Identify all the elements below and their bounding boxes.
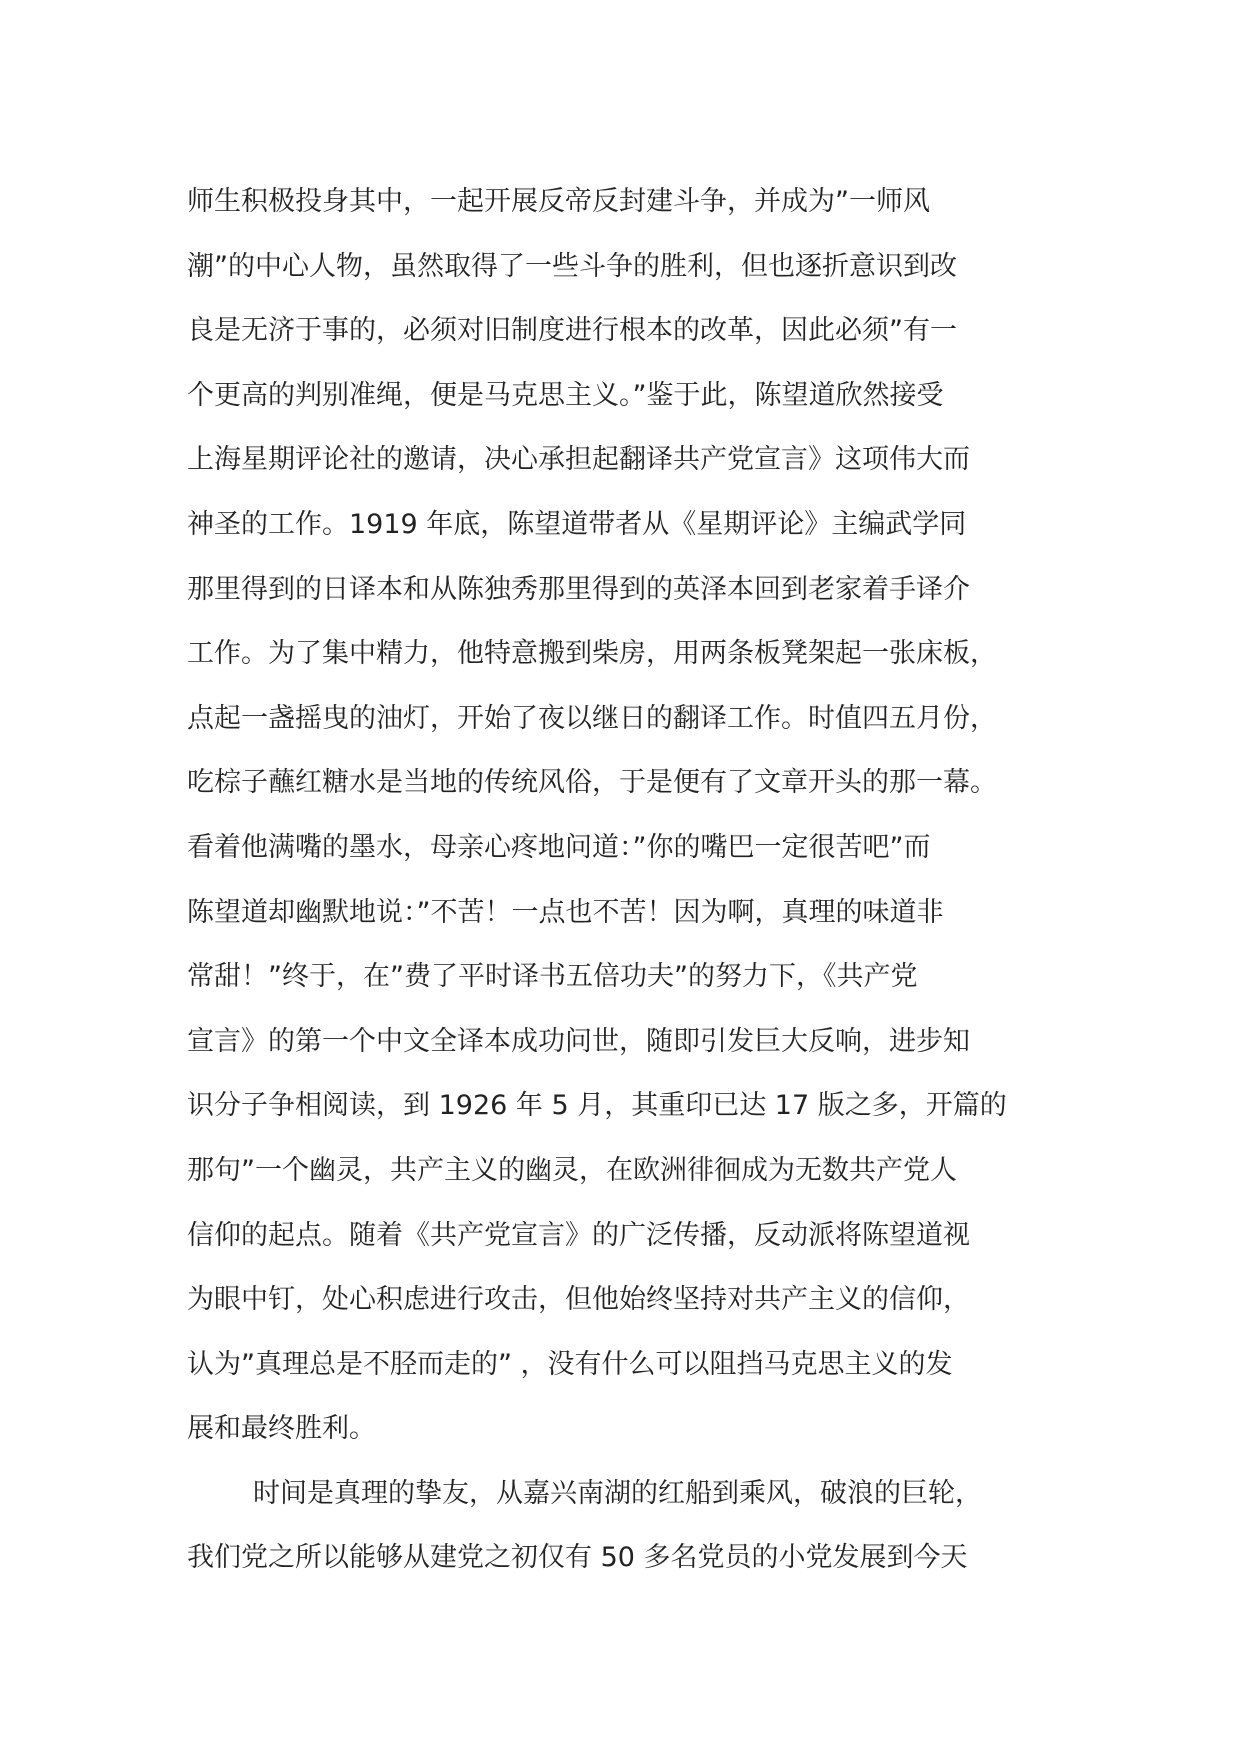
text-line: 陈望道却幽默地说：”不苦！一点也不苦！因为啊，真理的味道非 xyxy=(187,896,944,928)
paragraph xyxy=(187,1462,1057,1591)
body-text xyxy=(187,170,1057,1591)
paragraph xyxy=(187,170,1057,1462)
text-line: 信仰的起点。随着《共产党宣言》的广泛传播，反动派将陈望道视 xyxy=(187,1219,970,1251)
text-line: 常甜！”终于，在”费了平时译书五倍功夫”的努力下，《共产党 xyxy=(187,961,918,993)
text-line: 潮”的中心人物，虽然取得了一些斗争的胜利，但也逐折意识到改 xyxy=(187,250,957,282)
text-line: 上海星期评论社的邀请，决心承担起翻译共产党宣言》这项伟大而 xyxy=(187,444,970,476)
text-line: 宣言》的第一个中文全译本成功问世，随即引发巨大反响，进步知 xyxy=(187,1025,970,1057)
text-line: 那句”一个幽灵，共产主义的幽灵，在欧洲徘徊成为无数共产党人 xyxy=(187,1154,957,1186)
text-line: 那里得到的日译本和从陈独秀那里得到的英泽本回到老家着手译介 xyxy=(187,573,970,605)
text-line: 师生积极投身其中，一起开展反帝反封建斗争，并成为”一师风 xyxy=(187,186,930,217)
text-line: 工作。为了集中精力，他特意搬到柴房，用两条板凳架起一张床板， xyxy=(187,638,997,670)
text-line: 个更高的判别准绳，便是马克思主义。”鉴于此，陈望道欣然接受 xyxy=(187,379,944,411)
text-line: 我们党之所以能够从建党之初仅有 50 多名党员的小党发展到今天 xyxy=(187,1542,968,1574)
text-line: 看着他满嘴的墨水，母亲心疼地问道：”你的嘴巴一定很苦吧”而 xyxy=(187,831,931,863)
text-line: 识分子争相阅读，到 1926 年 5 月，其重印已达 17 版之多，开篇的 xyxy=(187,1090,1007,1122)
text-line: 时间是真理的挚友，从嘉兴南湖的红船到乘风，破浪的巨轮， xyxy=(253,1477,982,1509)
text-line: 良是无济于事的，必须对旧制度进行根本的改革，因此必须”有一 xyxy=(187,315,957,347)
text-line: 神圣的工作。1919 年底，陈望道带者从《星期评论》主编武学同 xyxy=(187,508,967,540)
text-line: 为眼中钉，处心积虑进行攻击，但他始终坚持对共产主义的信仰， xyxy=(187,1284,970,1316)
text-line: 吃棕子蘸红糖水是当地的传统风俗，于是便有了文章开头的那一幕。 xyxy=(187,767,997,799)
text-line: 展和最终胜利。 xyxy=(187,1413,376,1445)
text-line: 点起一盏摇曳的油灯，开始了夜以继日的翻译工作。时值四五月份， xyxy=(187,702,997,734)
text-line: 认为”真理总是不胫而走的” ，没有什么可以阻挡马克思主义的发 xyxy=(187,1348,953,1380)
